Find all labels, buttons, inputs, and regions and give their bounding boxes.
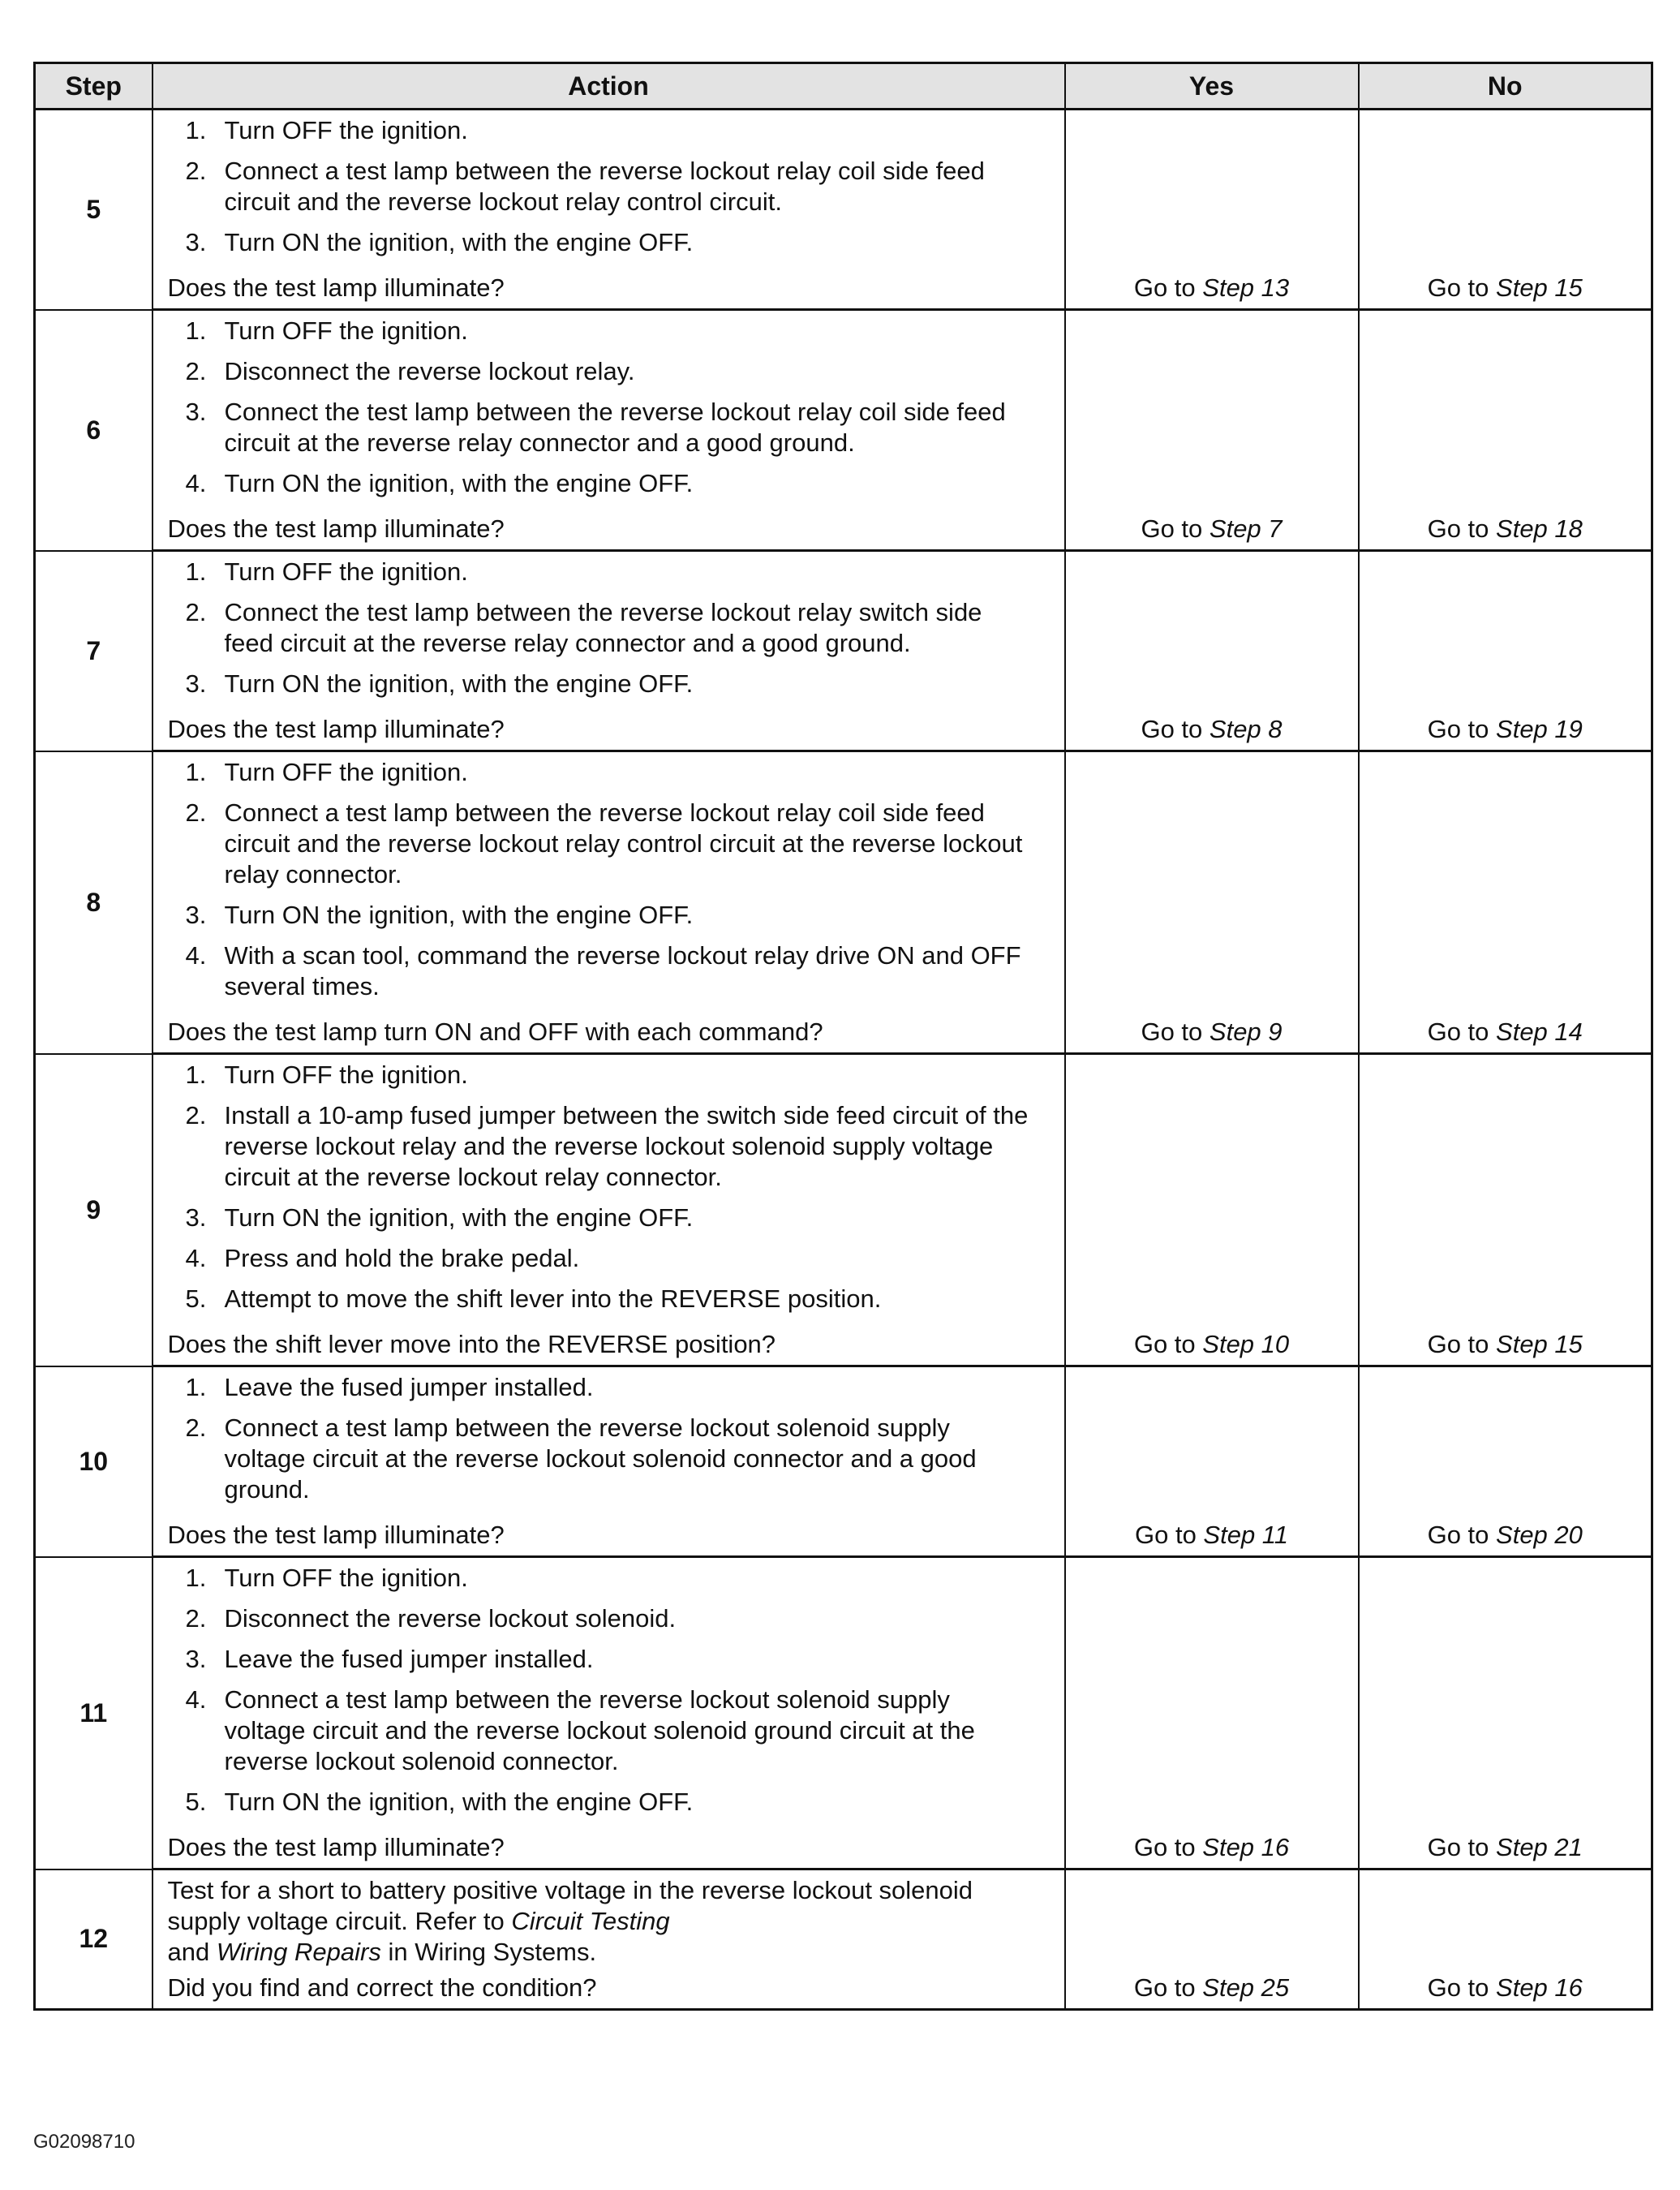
action-item <box>168 900 1050 931</box>
yes-blank <box>1065 310 1359 511</box>
action-cell <box>153 1366 1065 1517</box>
yes-blank <box>1065 1054 1359 1327</box>
action-item-number: 1. <box>185 316 207 345</box>
table-row <box>35 310 1652 511</box>
action-item-number: 1. <box>185 758 207 786</box>
goto-prefix: Go to <box>1133 273 1203 302</box>
action-item-text: Turn OFF the ignition. <box>224 316 468 345</box>
action-item-text: Turn OFF the ignition. <box>224 758 468 786</box>
action-item <box>168 1603 1050 1634</box>
no-blank <box>1359 751 1652 1014</box>
reference-wiring-repairs: Wiring Repairs <box>216 1938 381 1966</box>
action-cell <box>153 751 1065 1014</box>
goto-prefix: Go to <box>1427 273 1497 302</box>
table-header-row <box>35 63 1652 110</box>
action-item-number: 3. <box>185 398 207 426</box>
goto-prefix: Go to <box>1133 1833 1203 1861</box>
action-item <box>168 397 1050 458</box>
no-result <box>1359 510 1652 551</box>
action-item-text: Connect the test lamp between the reverse lockout relay coil side feed circuit at the reverse relay connector and a good ground. <box>224 398 1006 457</box>
action-item <box>168 1284 1050 1314</box>
action-item <box>168 468 1050 499</box>
action-list <box>168 557 1050 699</box>
no-result <box>1359 1829 1652 1869</box>
action-item-text: Connect a test lamp between the reverse lockout relay coil side feed circuit and the reverse lockout relay control circuit. <box>224 157 985 216</box>
action-text <box>168 1875 1050 1968</box>
action-item-number: 3. <box>185 901 207 929</box>
action-list <box>168 1563 1050 1818</box>
action-item-number: 2. <box>185 1413 207 1442</box>
step-number: 7 <box>35 551 153 751</box>
yes-step-reference: Step 13 <box>1202 273 1290 302</box>
table-row <box>35 1054 1652 1327</box>
table-row <box>35 751 1652 1014</box>
goto-prefix: Go to <box>1427 715 1497 743</box>
action-text-part: and <box>167 1938 217 1966</box>
action-item <box>168 1243 1050 1274</box>
action-text-part: Test for a short to battery positive voltage in the reverse lockout solenoid supply voltage circuit. Refer to <box>167 1876 973 1935</box>
goto-prefix: Go to <box>1133 1330 1203 1358</box>
action-item-number: 5. <box>185 1788 207 1816</box>
action-list <box>168 757 1050 1002</box>
goto-prefix: Go to <box>1134 1521 1204 1549</box>
table-row <box>35 551 1652 712</box>
no-blank <box>1359 551 1652 712</box>
action-item-text: Turn ON the ignition, with the engine OFF. <box>224 1203 694 1232</box>
step-number: 9 <box>35 1054 153 1366</box>
action-item-text: Connect a test lamp between the reverse lockout solenoid supply voltage circuit and the reverse lockout solenoid ground circuit at the reverse lockout solenoid connector. <box>224 1685 975 1775</box>
yes-step-reference: Step 16 <box>1202 1833 1290 1861</box>
action-item-text: Leave the fused jumper installed. <box>224 1645 594 1673</box>
goto-prefix: Go to <box>1141 1018 1210 1046</box>
table-row-question <box>35 711 1652 751</box>
header-step: Step <box>35 63 153 110</box>
step-number: 10 <box>35 1366 153 1557</box>
action-item-text: Turn ON the ignition, with the engine OFF. <box>224 228 694 256</box>
action-item-text: Disconnect the reverse lockout relay. <box>224 357 635 385</box>
yes-step-reference: Step 25 <box>1202 1973 1290 2002</box>
question-text: Does the test lamp illuminate? <box>153 1829 1065 1869</box>
action-item <box>168 940 1050 1002</box>
action-item-text: Turn ON the ignition, with the engine OFF. <box>224 901 694 929</box>
action-item <box>168 1563 1050 1594</box>
no-result <box>1359 1013 1652 1054</box>
yes-blank <box>1065 751 1359 1014</box>
yes-blank <box>1065 1366 1359 1517</box>
question-text: Does the test lamp illuminate? <box>153 711 1065 751</box>
table-body <box>35 110 1652 2010</box>
table-row-question <box>35 510 1652 551</box>
goto-prefix: Go to <box>1427 514 1497 543</box>
goto-prefix: Go to <box>1427 1973 1497 2002</box>
question-text: Does the test lamp illuminate? <box>153 269 1065 310</box>
action-item-number: 3. <box>185 669 207 698</box>
header-yes: Yes <box>1065 63 1359 110</box>
goto-prefix: Go to <box>1427 1833 1497 1861</box>
action-text-part: in Wiring Systems. <box>380 1938 597 1966</box>
no-step-reference: Step 14 <box>1496 1018 1583 1046</box>
step-number: 6 <box>35 310 153 551</box>
action-item-number: 5. <box>185 1284 207 1313</box>
action-list <box>168 1060 1050 1314</box>
no-result <box>1359 711 1652 751</box>
action-item-number: 4. <box>185 1244 207 1272</box>
table-row-question <box>35 1517 1652 1557</box>
action-item <box>168 156 1050 217</box>
no-result <box>1359 1326 1652 1366</box>
action-item-text: Turn OFF the ignition. <box>224 557 468 586</box>
action-item-number: 1. <box>185 1373 207 1401</box>
no-blank <box>1359 110 1652 270</box>
action-item <box>168 1684 1050 1777</box>
action-item-number: 2. <box>185 1604 207 1633</box>
action-item <box>168 757 1050 788</box>
action-item-text: Turn ON the ignition, with the engine OFF. <box>224 669 694 698</box>
step-number: 11 <box>35 1557 153 1869</box>
action-item-text: Turn ON the ignition, with the engine OFF. <box>224 1788 694 1816</box>
action-item-number: 4. <box>185 1685 207 1714</box>
yes-result <box>1065 1013 1359 1054</box>
action-list <box>168 1372 1050 1505</box>
step-number: 8 <box>35 751 153 1054</box>
action-item-number: 1. <box>185 116 207 144</box>
yes-step-reference: Step 11 <box>1203 1521 1288 1549</box>
no-step-reference: Step 19 <box>1496 715 1583 743</box>
yes-blank <box>1065 551 1359 712</box>
table-row-question <box>35 1829 1652 1869</box>
no-blank <box>1359 1869 1652 1970</box>
table-row <box>35 1366 1652 1517</box>
action-item-number: 3. <box>185 228 207 256</box>
action-item-number: 2. <box>185 798 207 827</box>
action-cell <box>153 110 1065 270</box>
no-result <box>1359 1517 1652 1557</box>
table-row-question <box>35 1969 1652 2010</box>
goto-prefix: Go to <box>1427 1330 1497 1358</box>
no-step-reference: Step 18 <box>1496 514 1583 543</box>
no-blank <box>1359 1557 1652 1830</box>
goto-prefix: Go to <box>1133 1973 1203 2002</box>
action-item <box>168 597 1050 659</box>
action-item-text: Turn OFF the ignition. <box>224 1061 468 1089</box>
action-item-text: Press and hold the brake pedal. <box>224 1244 580 1272</box>
action-item <box>168 669 1050 699</box>
diagnostic-table <box>33 62 1653 2011</box>
action-cell <box>153 310 1065 511</box>
table-row-question <box>35 1013 1652 1054</box>
table-row-question <box>35 269 1652 310</box>
yes-result <box>1065 1969 1359 2010</box>
yes-blank <box>1065 1557 1359 1830</box>
table-row <box>35 1869 1652 1970</box>
header-action: Action <box>153 63 1065 110</box>
action-item-number: 2. <box>185 598 207 626</box>
no-step-reference: Step 20 <box>1496 1521 1583 1549</box>
action-cell <box>153 1557 1065 1830</box>
action-item <box>168 1100 1050 1193</box>
action-item <box>168 1203 1050 1233</box>
action-item-number: 2. <box>185 1101 207 1129</box>
no-result <box>1359 1969 1652 2010</box>
no-step-reference: Step 21 <box>1496 1833 1583 1861</box>
action-item <box>168 1787 1050 1818</box>
action-item <box>168 1060 1050 1091</box>
action-cell <box>153 551 1065 712</box>
action-list <box>168 316 1050 499</box>
action-item-number: 3. <box>185 1203 207 1232</box>
action-list <box>168 115 1050 258</box>
yes-step-reference: Step 9 <box>1209 1018 1283 1046</box>
action-item-text: Connect a test lamp between the reverse lockout relay coil side feed circuit and the reverse lockout relay control circuit at the reverse lockout relay connector. <box>224 798 1023 888</box>
step-number: 12 <box>35 1869 153 2010</box>
goto-prefix: Go to <box>1427 1018 1497 1046</box>
action-cell <box>153 1054 1065 1327</box>
no-result <box>1359 269 1652 310</box>
reference-circuit-testing: Circuit Testing <box>511 1907 670 1935</box>
header-no: No <box>1359 63 1652 110</box>
action-item <box>168 1644 1050 1675</box>
question-text: Does the test lamp turn ON and OFF with each command? <box>153 1013 1065 1054</box>
no-step-reference: Step 16 <box>1496 1973 1583 2002</box>
action-item-number: 1. <box>185 1061 207 1089</box>
action-item-number: 1. <box>185 557 207 586</box>
figure-id: G02098710 <box>33 2131 135 2153</box>
action-item-text: Install a 10-amp fused jumper between the switch side feed circuit of the reverse lockout relay and the reverse lockout solenoid supply voltage circuit at the reverse lockout relay connector. <box>224 1101 1029 1191</box>
yes-result <box>1065 510 1359 551</box>
action-item <box>168 316 1050 346</box>
no-step-reference: Step 15 <box>1496 1330 1583 1358</box>
yes-blank <box>1065 1869 1359 1970</box>
action-item-number: 3. <box>185 1645 207 1673</box>
action-item-text: Turn OFF the ignition. <box>224 116 468 144</box>
action-item-text: Turn OFF the ignition. <box>224 1564 468 1592</box>
table-row-question <box>35 1326 1652 1366</box>
action-item <box>168 1372 1050 1403</box>
action-item <box>168 356 1050 387</box>
goto-prefix: Go to <box>1141 514 1210 543</box>
action-item <box>168 557 1050 587</box>
no-blank <box>1359 1366 1652 1517</box>
action-item-text: Attempt to move the shift lever into the REVERSE position. <box>224 1284 882 1313</box>
question-text: Does the shift lever move into the REVERSE position? <box>153 1326 1065 1366</box>
question-text: Does the test lamp illuminate? <box>153 1517 1065 1557</box>
yes-blank <box>1065 110 1359 270</box>
action-item-number: 2. <box>185 157 207 185</box>
table-row <box>35 110 1652 270</box>
table-row <box>35 1557 1652 1830</box>
goto-prefix: Go to <box>1141 715 1210 743</box>
question-text: Does the test lamp illuminate? <box>153 510 1065 551</box>
action-item-number: 2. <box>185 357 207 385</box>
yes-result <box>1065 711 1359 751</box>
action-item-text: Disconnect the reverse lockout solenoid. <box>224 1604 677 1633</box>
action-item <box>168 227 1050 258</box>
action-item <box>168 115 1050 146</box>
step-number: 5 <box>35 110 153 310</box>
yes-result <box>1065 1517 1359 1557</box>
action-item-text: Connect a test lamp between the reverse lockout solenoid supply voltage circuit at the reverse lockout solenoid connector and a good ground. <box>224 1413 977 1504</box>
action-item-number: 1. <box>185 1564 207 1592</box>
action-item <box>168 798 1050 890</box>
yes-step-reference: Step 7 <box>1209 514 1283 543</box>
action-item-text: Leave the fused jumper installed. <box>224 1373 594 1401</box>
goto-prefix: Go to <box>1427 1521 1497 1549</box>
yes-result <box>1065 1829 1359 1869</box>
yes-result <box>1065 1326 1359 1366</box>
action-item-text: Connect the test lamp between the reverse lockout relay switch side feed circuit at the reverse relay connector and a good ground. <box>224 598 982 657</box>
no-step-reference: Step 15 <box>1496 273 1583 302</box>
no-blank <box>1359 1054 1652 1327</box>
action-item-text: With a scan tool, command the reverse lockout relay drive ON and OFF several times. <box>224 941 1021 1000</box>
action-item <box>168 1413 1050 1505</box>
yes-step-reference: Step 10 <box>1202 1330 1290 1358</box>
question-text: Did you find and correct the condition? <box>153 1969 1065 2010</box>
yes-result <box>1065 269 1359 310</box>
yes-step-reference: Step 8 <box>1209 715 1283 743</box>
no-blank <box>1359 310 1652 511</box>
action-item-number: 4. <box>185 941 207 970</box>
action-item-text: Turn ON the ignition, with the engine OFF. <box>224 469 694 497</box>
action-item-number: 4. <box>185 469 207 497</box>
action-cell <box>153 1869 1065 1970</box>
